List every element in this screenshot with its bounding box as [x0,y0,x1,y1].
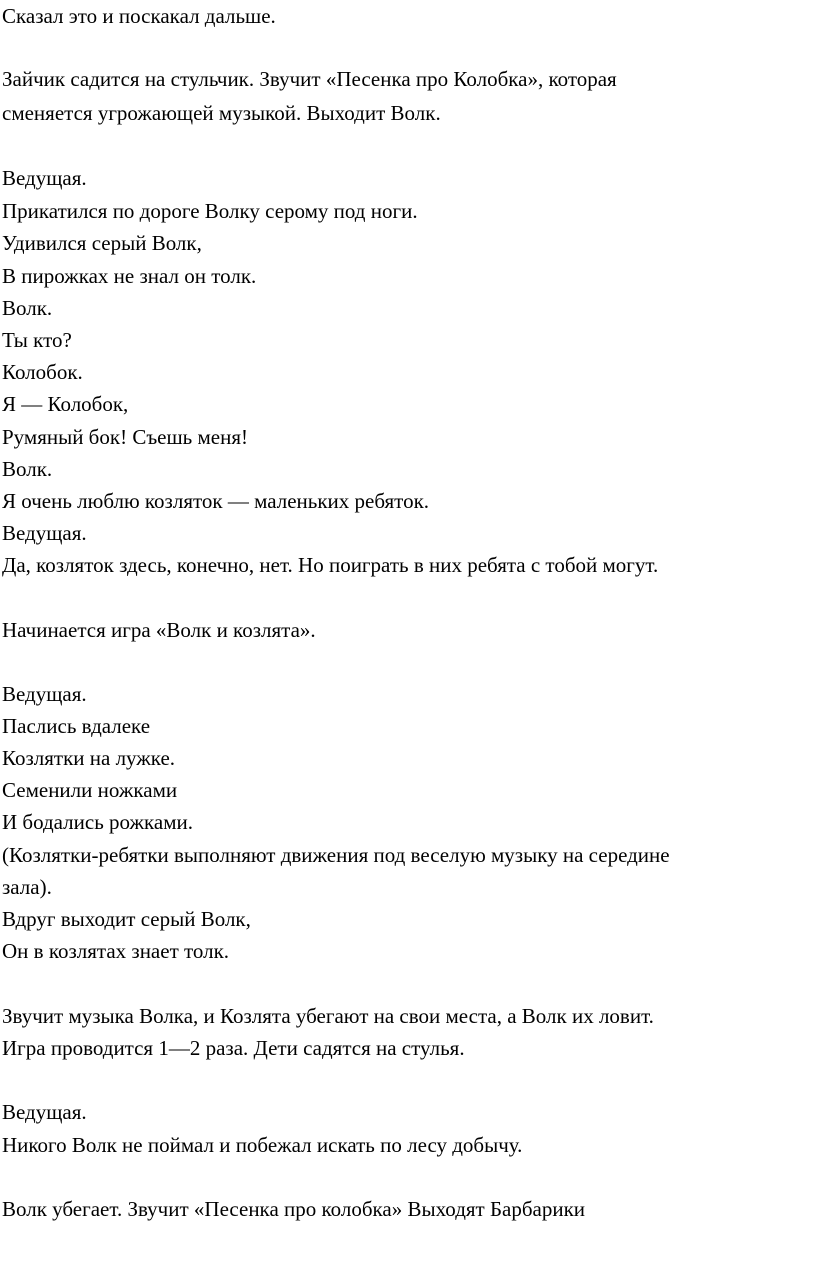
text-line: Волк. [2,296,53,320]
text-line: Ведущая. [2,521,87,545]
text-line: Волк. [2,457,53,481]
text-line: Я — Колобок, [2,392,129,416]
text-line: Зайчик садится на стульчик. Звучит «Песенка про Колобка», которая [2,67,617,91]
text-line: Игра проводится 1—2 раза. Дети садятся на стулья. [2,1036,465,1060]
text-line: Сказал это и поскакал дальше. [2,4,276,28]
text-line: Семенили ножками [2,778,178,802]
text-line: зала). [2,875,52,899]
text-line: Он в козлятах знает толк. [2,939,230,963]
text-line: Удивился серый Волк, [2,231,202,255]
text-line: Вдруг выходит серый Волк, [2,907,251,931]
text-line: Козлятки на лужке. [2,746,176,770]
text-line: Прикатился по дороге Волку серому под ноги. [2,199,418,223]
text-line: Волк убегает. Звучит «Песенка про колобка» Выходят Барбарики [2,1197,586,1221]
text-line: Да, козляток здесь, конечно, нет. Но поиграть в них ребята с тобой могут. [2,553,659,577]
text-line: (Козлятки-ребятки выполняют движения под веселую музыку на середине [2,843,670,867]
text-line: Звучит музыка Волка, и Козлята убегают на свои места, а Волк их ловит. [2,1004,654,1028]
text-line: Колобок. [2,360,83,384]
text-line: Ведущая. [2,166,87,190]
text-line: Я очень люблю козляток — маленьких ребяток. [2,489,430,513]
text-line: сменяется угрожающей музыкой. Выходит Волк. [2,101,441,125]
text-line: Ведущая. [2,1100,87,1124]
text-line: Паслись вдалеке [2,714,151,738]
text-line: И бодались рожками. [2,810,194,834]
text-line: Ведущая. [2,682,87,706]
text-line: Румяный бок! Съешь меня! [2,425,249,449]
text-line: Ты кто? [2,328,72,352]
text-line: Никого Волк не поймал и побежал искать по лесу добычу. [2,1133,523,1157]
text-line: Начинается игра «Волк и козлята». [2,618,316,642]
text-line: В пирожках не знал он толк. [2,264,257,288]
